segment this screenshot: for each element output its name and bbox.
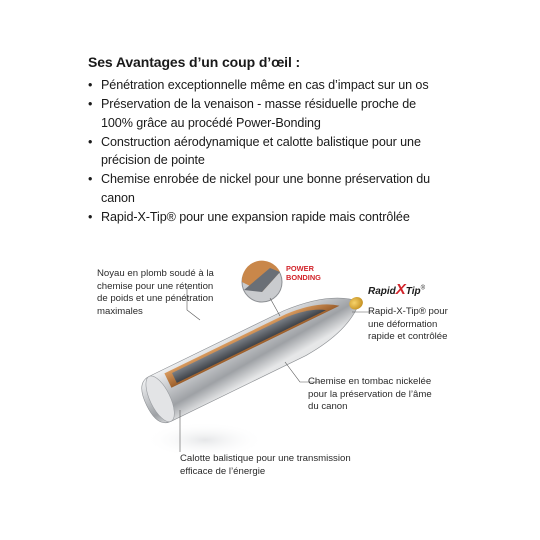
bullet-dot: • (88, 209, 93, 224)
callout-cap: Calotte balistique pour une transmission efficace de l’énergie (180, 453, 351, 477)
power-bonding-magnifier (242, 261, 282, 302)
power-bonding-label: POWER BONDING (286, 264, 321, 282)
callout-jacket: Chemise en tombac nickelée pour la préservation de l’âme du canon (308, 376, 432, 412)
bullet-dot: • (88, 78, 93, 92)
callout-core: Noyau en plomb soudé à la chemise pour une rétention de poids et une pénétration maximales (97, 268, 214, 317)
advantages-list (88, 76, 468, 227)
callout-tip: Rapid-X-Tip® pour une déformation rapide et contrôlée (368, 306, 448, 342)
list-item: • Construction aérodynamique et calotte balistique pour une précision de pointe (88, 134, 421, 167)
bullet-dot: • (88, 97, 93, 111)
list-item: • Chemise enrobée de nickel pour une bonne préservation du canon (88, 172, 431, 205)
list-item: • Préservation de la venaison - masse résiduelle proche de 100% grâce au procédé Power-Bonding (88, 97, 417, 130)
list-item: • Rapid-X-Tip® pour une expansion rapide mais contrôlée (88, 208, 468, 227)
rapid-x-tip-logo: RapidXTip® (368, 281, 426, 298)
bullet-dot: • (88, 134, 93, 149)
bullet-dot: • (88, 172, 93, 186)
list-item: • Pénétration exceptionnelle même en cas d’impact sur un os (88, 76, 468, 95)
page-heading: Ses Avantages d’un coup d’œil : (88, 54, 301, 70)
